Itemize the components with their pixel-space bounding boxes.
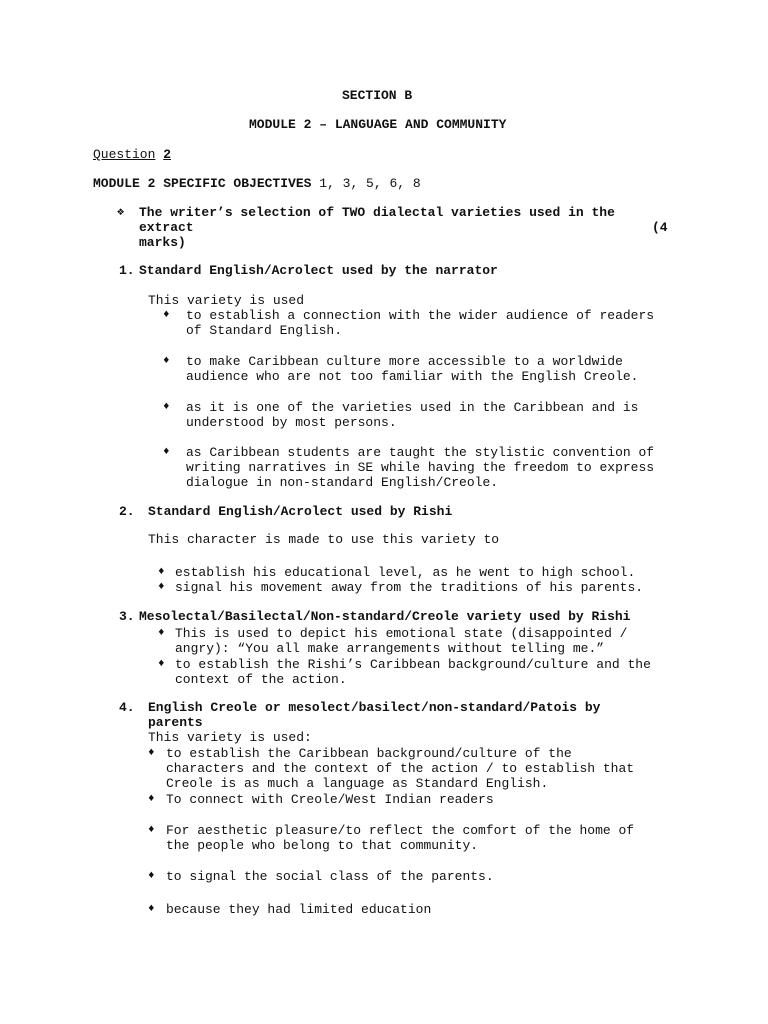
item-3-bullet-2-line-1: to establish the Rishi’s Caribbean background/culture and the bbox=[175, 657, 651, 672]
diamond-bullet-icon bbox=[158, 657, 165, 672]
diamond-bullet-icon bbox=[148, 869, 155, 884]
item-1-bullet-1-line-1: to establish a connection with the wider audience of readers bbox=[186, 308, 655, 323]
item-4-bullet-1-line-2: characters and the context of the action / to establish that bbox=[166, 761, 635, 776]
item-2-intro: This character is made to use this variety to bbox=[148, 532, 500, 547]
item-1-intro: This variety is used bbox=[148, 293, 305, 308]
item-4-bullet-4: to signal the social class of the parents. bbox=[166, 869, 494, 884]
item-1-bullet-2-line-2: audience who are not too familiar with the English Creole. bbox=[186, 369, 639, 384]
item-3-bullet-1-line-1: This is used to depict his emotional state (disappointed / bbox=[175, 626, 628, 641]
item-4-intro: This variety is used: bbox=[148, 730, 312, 745]
item-3-bullet-2-line-2: context of the action. bbox=[175, 672, 347, 687]
question-label-text: Question bbox=[93, 147, 156, 162]
item-4-bullet-3-line-2: the people who belong to that community. bbox=[166, 838, 479, 853]
item-2-bullet-1: establish his educational level, as he went to high school. bbox=[175, 565, 636, 580]
objectives-numbers: 1, 3, 5, 6, 8 bbox=[319, 176, 421, 191]
item-4-bullet-1-line-3: Creole is as much a language as Standard English. bbox=[166, 776, 549, 791]
section-title: SECTION B bbox=[342, 88, 413, 103]
item-1-number: 1. bbox=[119, 263, 135, 278]
diamond-bullet-icon bbox=[163, 445, 170, 460]
item-4-bullet-5: because they had limited education bbox=[166, 902, 432, 917]
item-4-bullet-3-line-1: For aesthetic pleasure/to reflect the comfort of the home of bbox=[166, 823, 635, 838]
item-1-bullet-3-line-1: as it is one of the varieties used in the Caribbean and is bbox=[186, 400, 639, 415]
item-2-number: 2. bbox=[119, 504, 135, 519]
diamond-bullet-icon bbox=[148, 792, 155, 807]
item-4-bullet-1-line-1: to establish the Caribbean background/culture of the bbox=[166, 746, 572, 761]
diamond-bullet-icon bbox=[148, 746, 155, 761]
item-2-heading: Standard English/Acrolect used by Rishi bbox=[148, 504, 453, 519]
item-3-bullet-1-line-2: angry): “You all make arrangements without telling me.” bbox=[175, 641, 605, 656]
item-1-bullet-4-line-3: dialogue in non-standard English/Creole. bbox=[186, 475, 499, 490]
item-4-number: 4. bbox=[119, 700, 135, 715]
task-line-2: extract bbox=[139, 220, 194, 235]
item-1-bullet-1-line-2: of Standard English. bbox=[186, 323, 343, 338]
question-label bbox=[93, 147, 171, 162]
diamond-bullet-icon bbox=[158, 580, 165, 595]
item-1-bullet-2-line-1: to make Caribbean culture more accessible to a worldwide bbox=[186, 354, 623, 369]
diamond-bullet-icon bbox=[148, 823, 155, 838]
item-3-heading: Mesolectal/Basilectal/Non-standard/Creole variety used by Rishi bbox=[139, 609, 631, 624]
task-marks-b: marks) bbox=[139, 235, 186, 250]
item-4-heading-line-2: parents bbox=[148, 715, 203, 730]
diamond-bullet-icon bbox=[158, 626, 165, 641]
question-number: 2 bbox=[163, 147, 172, 162]
diamond-bullet-icon bbox=[148, 902, 155, 917]
fleuron-bullet-icon bbox=[117, 205, 124, 220]
item-2-bullet-2: signal his movement away from the traditions of his parents. bbox=[175, 580, 644, 595]
item-4-heading-line-1: English Creole or mesolect/basilect/non-standard/Patois by bbox=[148, 700, 601, 715]
objectives-label: MODULE 2 SPECIFIC OBJECTIVES bbox=[93, 176, 312, 191]
diamond-bullet-icon bbox=[163, 400, 170, 415]
diamond-bullet-icon bbox=[158, 565, 165, 580]
task-marks-a: (4 bbox=[652, 220, 668, 235]
item-3-number: 3. bbox=[119, 609, 135, 624]
item-1-bullet-4-line-2: writing narratives in SE while having the freedom to express bbox=[186, 460, 655, 475]
diamond-bullet-icon bbox=[163, 354, 170, 369]
task-line-1: The writer’s selection of TWO dialectal varieties used in the bbox=[139, 205, 615, 220]
item-4-bullet-2: To connect with Creole/West Indian readers bbox=[166, 792, 494, 807]
item-1-bullet-3-line-2: understood by most persons. bbox=[186, 415, 397, 430]
item-1-heading: Standard English/Acrolect used by the narrator bbox=[139, 263, 498, 278]
module-title: MODULE 2 – LANGUAGE AND COMMUNITY bbox=[249, 117, 507, 132]
objectives-line bbox=[93, 176, 421, 191]
diamond-bullet-icon bbox=[163, 308, 170, 323]
item-1-bullet-4-line-1: as Caribbean students are taught the stylistic convention of bbox=[186, 445, 655, 460]
